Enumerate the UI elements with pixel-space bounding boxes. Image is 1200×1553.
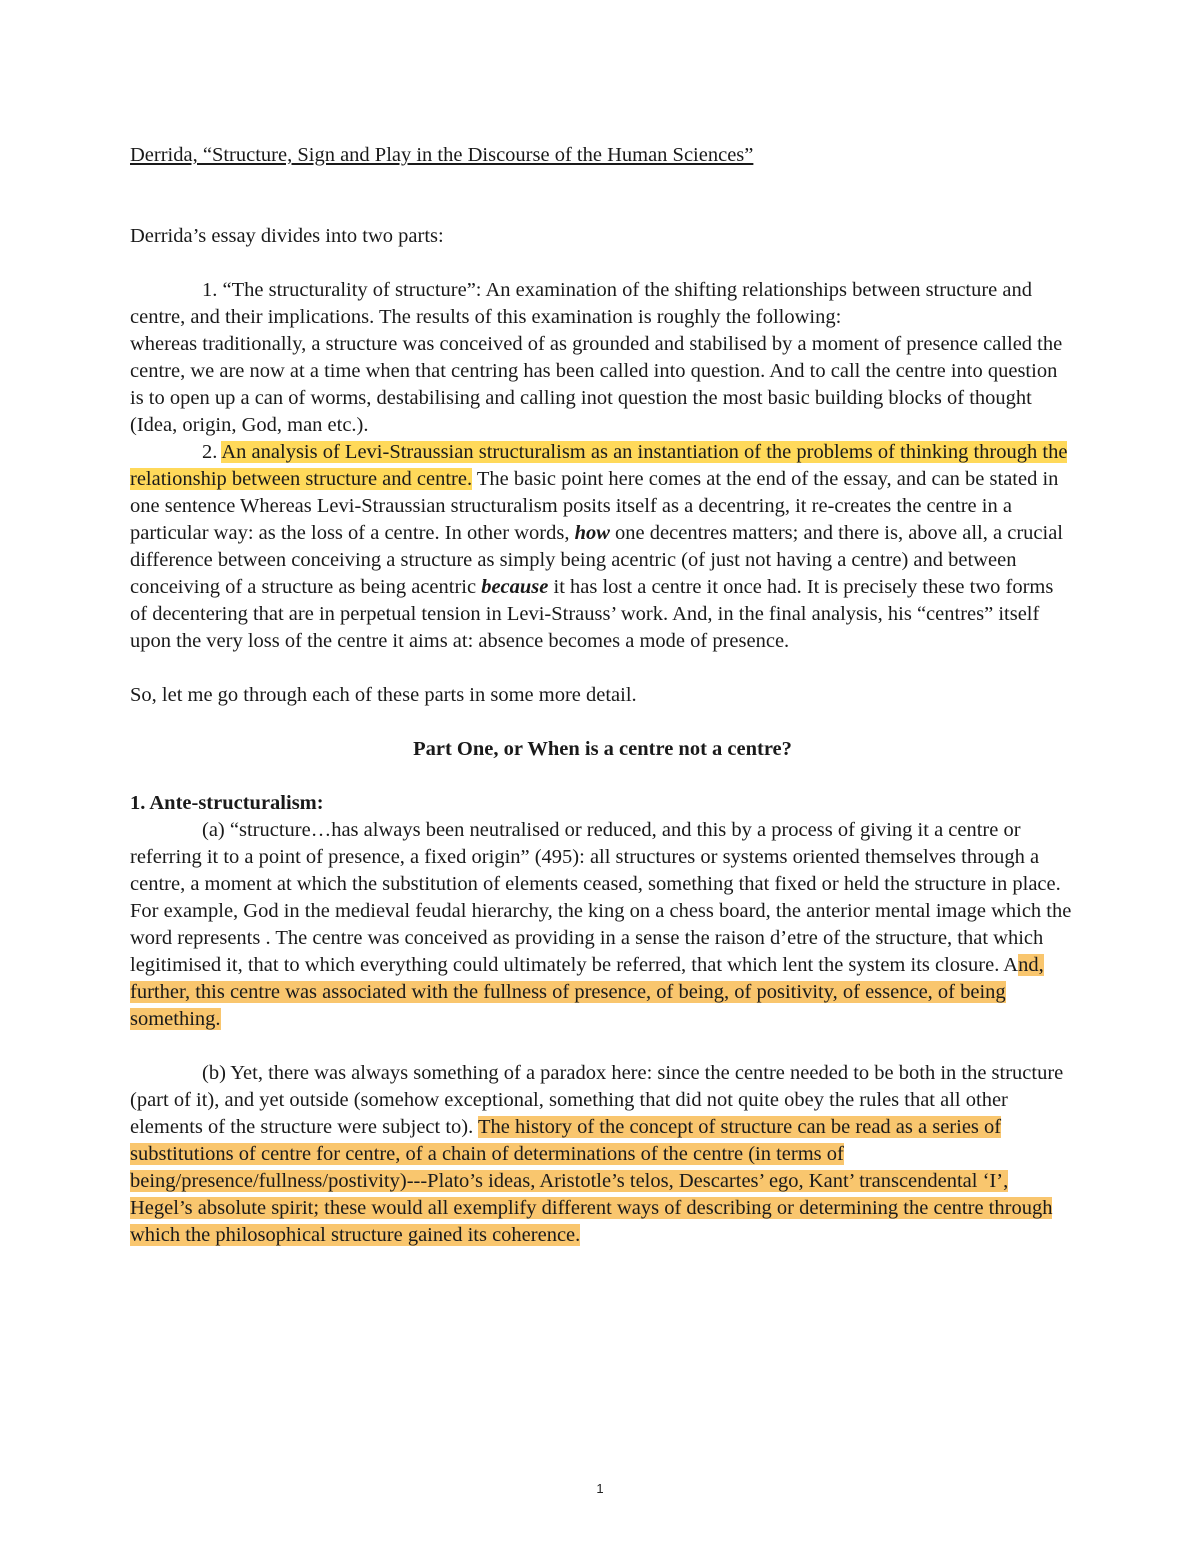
paragraph-b	[130, 1060, 1075, 1249]
part1-result: whereas traditionally, a structure was conceived of as grounded and stabilised by a moment of presence called the centre, we are now at a time when that centring has been called into question. And to call the centre into question is to open up a can of worms, destabilising and calling inot question the most basic building blocks of thought (Idea, origin, God, man etc.).	[130, 333, 1063, 436]
part2-number: 2.	[202, 441, 222, 463]
part2-emphasis-because: because	[481, 576, 549, 598]
part-one-heading: Part One, or When is a centre not a centre?	[413, 738, 792, 760]
intro-line: Derrida’s essay divides into two parts:	[130, 225, 444, 247]
paragraph-a	[130, 817, 1075, 1033]
part2-text-b: one decentres matters; and there is, above all, a crucial difference between conceiving a structure as simply being acentric (of just not having a centre) and between conceiving of a structure as being acentric	[130, 522, 1063, 598]
document-body	[130, 142, 1075, 1249]
part2-highlight: An analysis of Levi-Straussian structuralism as an instantiation of the problems of thinking through the relationship between structure and centre.	[130, 441, 1068, 490]
paragraph-a-text: (a) “structure…has always been neutralised or reduced, and this by a process of giving it a centre or referring it to a point of presence, a fixed origin” (495): all structures or systems oriented themselves through a centre, a moment at which the substitution of elements ceased, something that fixed or held the structure in place. For example, God in the medieval feudal hierarchy, the king on a chess board, the anterior mental image which the word represents . The centre was conceived as providing in a sense the raison d’etre of the structure, that which legitimised it, that to which everything could ultimately be referred, that which lent the system its closure. A	[130, 819, 1072, 976]
part2-text-a: The basic point here comes at the end of the essay, and can be stated in one sentence Whereas Levi-Straussian structuralism posits itself as a decentring, it re-creates the centre in a particular way: as the loss of a centre. In other words,	[130, 468, 1059, 544]
paragraph-a-highlight: nd, further, this centre was associated with the fullness of presence, of being, of positivity, of essence, of being something.	[130, 954, 1044, 1030]
document-title: Derrida, “Structure, Sign and Play in the Discourse of the Human Sciences”	[130, 144, 754, 166]
part1-point: 1. “The structurality of structure”: An examination of the shifting relationships between structure and centre, and their implications. The results of this examination is roughly the following:	[130, 279, 1033, 328]
transition-line: So, let me go through each of these parts in some more detail.	[130, 684, 637, 706]
paragraph-b-highlight: The history of the concept of structure can be read as a series of substitutions of centre for centre, of a chain of determinations of the centre (in terms of being/presence/fullness/postivity)---Plato’s ideas, Aristotle’s telos, Descartes’ ego, Kant’ transcendental ‘I’, Hegel’s absolute spirit; these would all exemplify different ways of describing or determining the centre through which the philosophical structure gained its coherence.	[130, 1116, 1053, 1246]
part2-emphasis-how: how	[574, 522, 610, 544]
paragraph-b-text: (b) Yet, there was always something of a paradox here: since the centre needed to be both in the structure (part of it), and yet outside (somehow exceptional, something that did not quite obey the rules that all other elements of the structure were subject to).	[130, 1062, 1064, 1138]
section1-heading: 1. Ante-structuralism:	[130, 792, 324, 814]
page-number: 1	[596, 1481, 604, 1496]
part2-text-c: it has lost a centre it once had. It is precisely these two forms of decentering that are in perpetual tension in Levi-Strauss’ work. And, in the final analysis, his “centres” itself upon the very loss of the centre it aims at: absence becomes a mode of presence.	[130, 576, 1054, 652]
part2-point	[130, 439, 1075, 655]
